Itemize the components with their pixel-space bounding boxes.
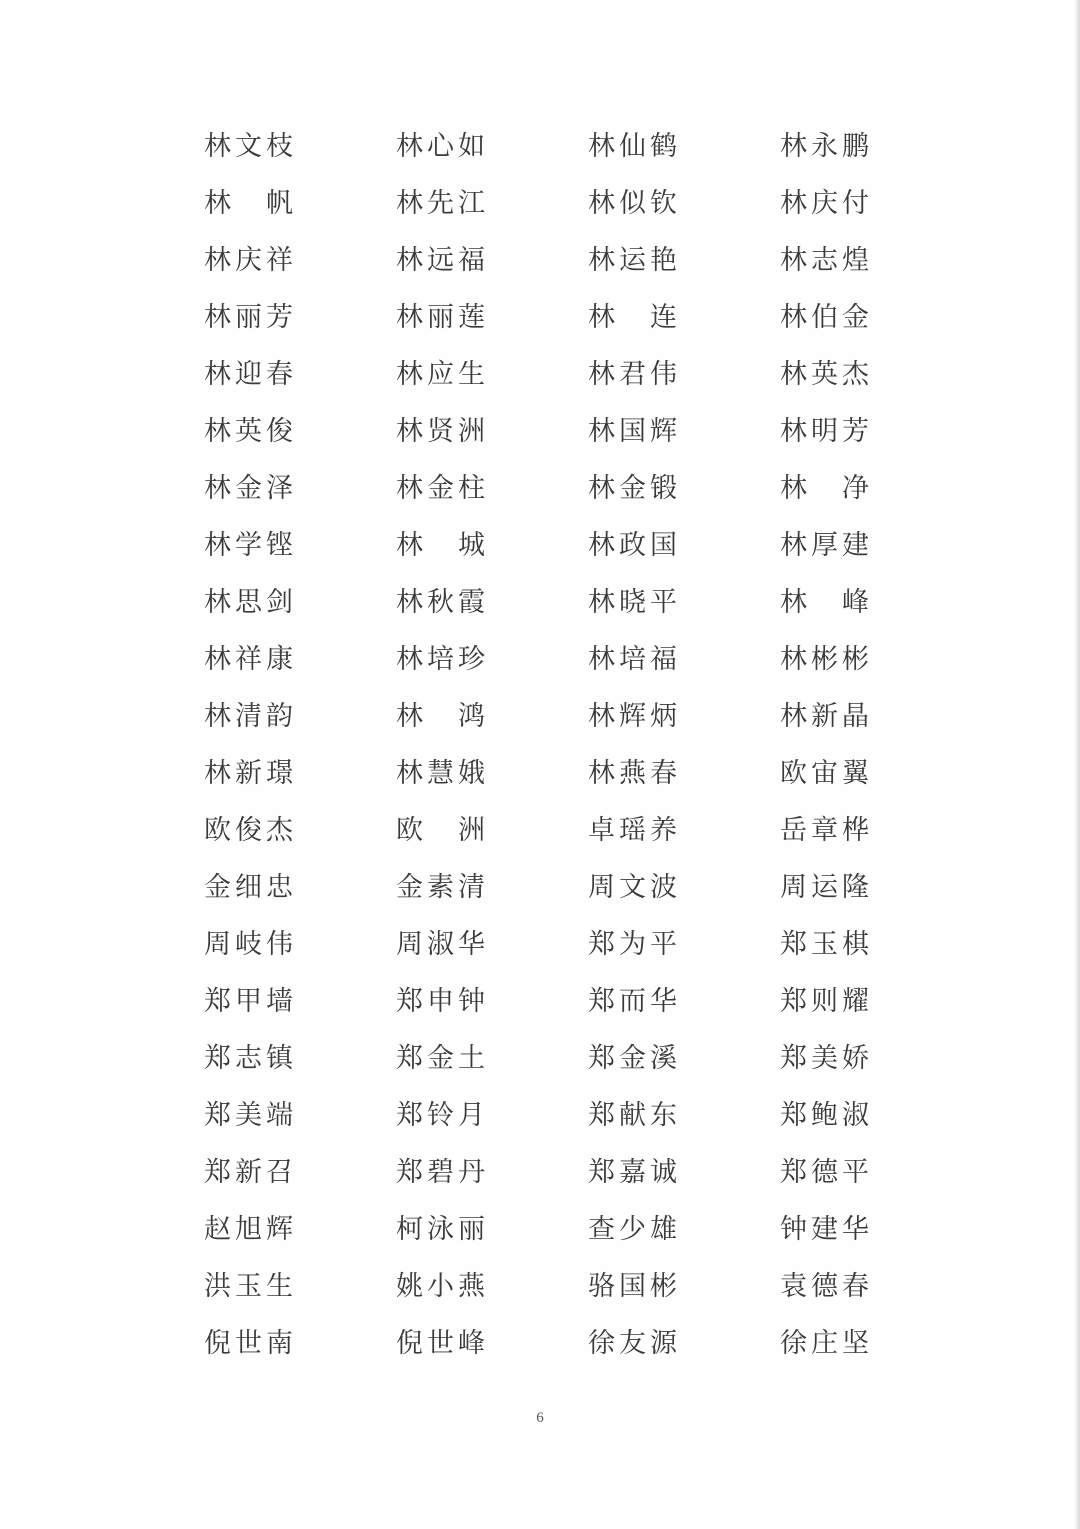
name-entry: 柯泳丽: [396, 1214, 489, 1245]
name-entry: 郑鲍淑: [780, 1100, 873, 1131]
name-entry: 金素清: [396, 872, 489, 903]
name-entry: 林丽莲: [396, 302, 489, 333]
name-entry: 郑玉棋: [780, 929, 873, 960]
name-entry: 洪玉生: [204, 1271, 297, 1302]
name-entry: 林迎春: [204, 359, 297, 390]
name-entry: 林应生: [396, 359, 489, 390]
name-entry: 郑金土: [396, 1043, 489, 1074]
name-entry: 林贤洲: [396, 416, 489, 447]
name-entry: 林金泽: [204, 473, 297, 504]
name-entry: 倪世峰: [396, 1328, 489, 1359]
name-entry: 林先江: [396, 188, 489, 219]
name-entry: 郑而华: [588, 986, 681, 1017]
name-entry: 郑志镇: [204, 1043, 297, 1074]
name-entry: 林学铿: [204, 530, 297, 561]
name-entry: 林君伟: [588, 359, 681, 390]
name-entry: 郑美娇: [780, 1043, 873, 1074]
name-entry: 林思剑: [204, 587, 297, 618]
name-entry: 林 连: [588, 302, 681, 333]
name-entry: 金细忠: [204, 872, 297, 903]
name-entry: 林 鸿: [396, 701, 489, 732]
name-entry: 郑德平: [780, 1157, 873, 1188]
name-entry: 郑美端: [204, 1100, 297, 1131]
name-entry: 林 净: [780, 473, 873, 504]
name-entry: 林仙鹤: [588, 131, 681, 162]
name-entry: 林秋霞: [396, 587, 489, 618]
name-entry: 林晓平: [588, 587, 681, 618]
name-entry: 徐友源: [588, 1328, 681, 1359]
name-entry: 林 帆: [204, 188, 297, 219]
name-entry: 岳章桦: [780, 815, 873, 846]
name-entry: 林辉炳: [588, 701, 681, 732]
name-entry: 欧 洲: [396, 815, 489, 846]
name-entry: 林政国: [588, 530, 681, 561]
name-entry: 林祥康: [204, 644, 297, 675]
name-entry: 查少雄: [588, 1214, 681, 1245]
name-entry: 林丽芳: [204, 302, 297, 333]
name-entry: 林伯金: [780, 302, 873, 333]
name-entry: 林 峰: [780, 587, 873, 618]
name-entry: 周岐伟: [204, 929, 297, 960]
name-entry: 郑嘉诚: [588, 1157, 681, 1188]
name-entry: 周文波: [588, 872, 681, 903]
name-entry: 郑甲墙: [204, 986, 297, 1017]
name-entry: 钟建华: [780, 1214, 873, 1245]
name-entry: 林培珍: [396, 644, 489, 675]
name-entry: 林远福: [396, 245, 489, 276]
name-entry: 姚小燕: [396, 1271, 489, 1302]
name-entry: 郑铃月: [396, 1100, 489, 1131]
name-entry: 林金锻: [588, 473, 681, 504]
name-entry: 徐庄坚: [780, 1328, 873, 1359]
page-edge-shadow: [1074, 0, 1080, 1529]
name-entry: 郑金溪: [588, 1043, 681, 1074]
page-number: 6: [536, 1410, 544, 1426]
name-entry: 骆国彬: [588, 1271, 681, 1302]
name-entry: 林庆祥: [204, 245, 297, 276]
name-entry: 郑新召: [204, 1157, 297, 1188]
name-entry: 欧俊杰: [204, 815, 297, 846]
name-entry: 林新晶: [780, 701, 873, 732]
name-entry: 林英杰: [780, 359, 873, 390]
name-list: [204, 118, 904, 1372]
name-entry: 林永鹏: [780, 131, 873, 162]
name-entry: 林新璟: [204, 758, 297, 789]
name-entry: 郑为平: [588, 929, 681, 960]
name-entry: 林英俊: [204, 416, 297, 447]
name-entry: 周淑华: [396, 929, 489, 960]
name-entry: 郑申钟: [396, 986, 489, 1017]
name-entry: 倪世南: [204, 1328, 297, 1359]
name-entry: 林慧娥: [396, 758, 489, 789]
name-entry: 郑献东: [588, 1100, 681, 1131]
name-entry: 欧宙翼: [780, 758, 873, 789]
name-entry: 林培福: [588, 644, 681, 675]
name-entry: 袁德春: [780, 1271, 873, 1302]
name-entry: 林庆付: [780, 188, 873, 219]
name-entry: 林彬彬: [780, 644, 873, 675]
name-entry: 林文枝: [204, 131, 297, 162]
name-entry: 林似钦: [588, 188, 681, 219]
name-entry: 周运隆: [780, 872, 873, 903]
name-entry: 林明芳: [780, 416, 873, 447]
name-entry: 赵旭辉: [204, 1214, 297, 1245]
name-entry: 林心如: [396, 131, 489, 162]
name-entry: 郑则耀: [780, 986, 873, 1017]
name-entry: 林清韵: [204, 701, 297, 732]
name-entry: 林燕春: [588, 758, 681, 789]
name-entry: 林国辉: [588, 416, 681, 447]
name-entry: 卓瑶养: [588, 815, 681, 846]
name-entry: 林金柱: [396, 473, 489, 504]
name-entry: 林 城: [396, 530, 489, 561]
name-entry: 林运艳: [588, 245, 681, 276]
name-entry: 林厚建: [780, 530, 873, 561]
name-entry: 郑碧丹: [396, 1157, 489, 1188]
name-entry: 林志煌: [780, 245, 873, 276]
